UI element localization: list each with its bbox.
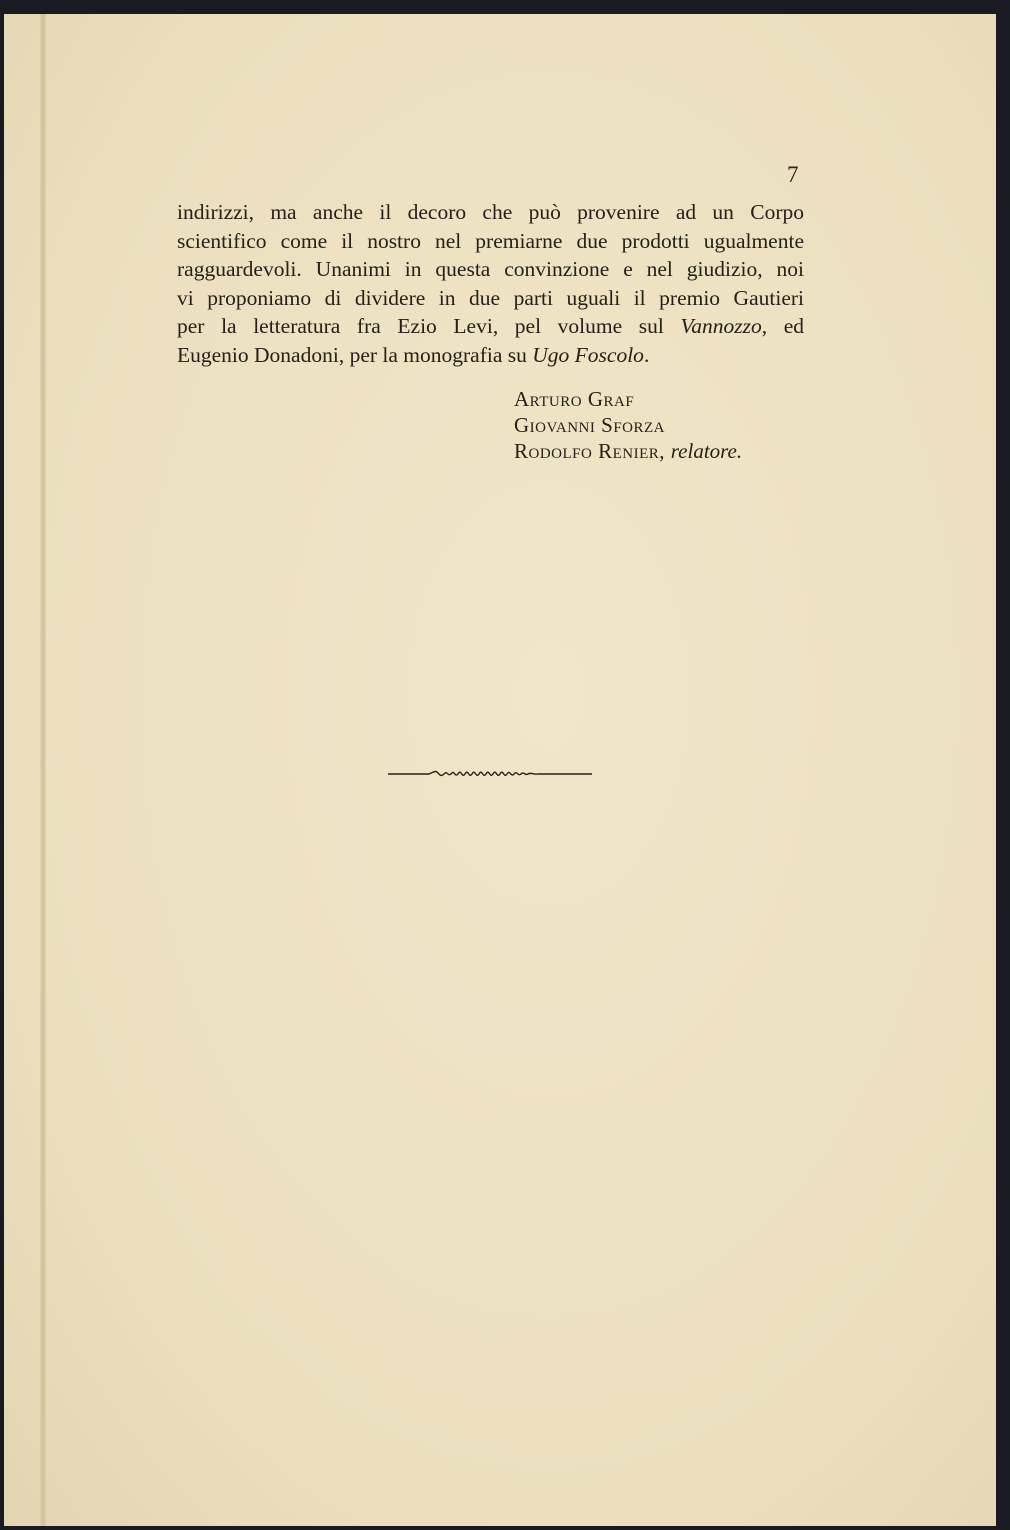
paragraph-line — [177, 341, 804, 370]
signature-block — [514, 386, 742, 464]
line-text: , ed — [761, 314, 805, 339]
wavy-rule-ornament — [388, 764, 592, 784]
signatory-sforza: Giovanni Sforza — [514, 413, 665, 437]
italic-title-foscolo: Ugo Foscolo — [532, 342, 644, 367]
document-page — [4, 14, 996, 1526]
signatory-name: Rodolfo Renier — [514, 439, 660, 463]
line-text: Eugenio Donadoni, per la monografia su — [177, 342, 527, 367]
page-number: 7 — [787, 162, 799, 187]
line-text: . — [643, 342, 650, 367]
paragraph-line: scientifico come il nostro nel premiarne due prodotti ugualmente — [177, 228, 804, 253]
signatory-separator: , — [659, 439, 671, 463]
signatory-role: relatore. — [670, 439, 743, 463]
signatory-graf: Arturo Graf — [514, 387, 635, 411]
paragraph-line: vi proponiamo di dividere in due parti uguali il premio Gautieri — [177, 285, 804, 310]
italic-title-vannozzo: Vannozzo — [680, 314, 762, 339]
page-fold-shadow — [40, 14, 46, 1526]
paragraph-line: ragguardevoli. Unanimi in questa convinzione e nel giudizio, noi — [177, 257, 804, 282]
signatory-renier — [514, 438, 742, 464]
line-text: per la letteratura fra Ezio Levi, pel volume sul — [177, 314, 664, 339]
paragraph-line: indirizzi, ma anche il decoro che può provenire ad un Corpo — [177, 200, 804, 224]
body-paragraph — [177, 198, 804, 370]
paragraph-line — [177, 312, 804, 341]
